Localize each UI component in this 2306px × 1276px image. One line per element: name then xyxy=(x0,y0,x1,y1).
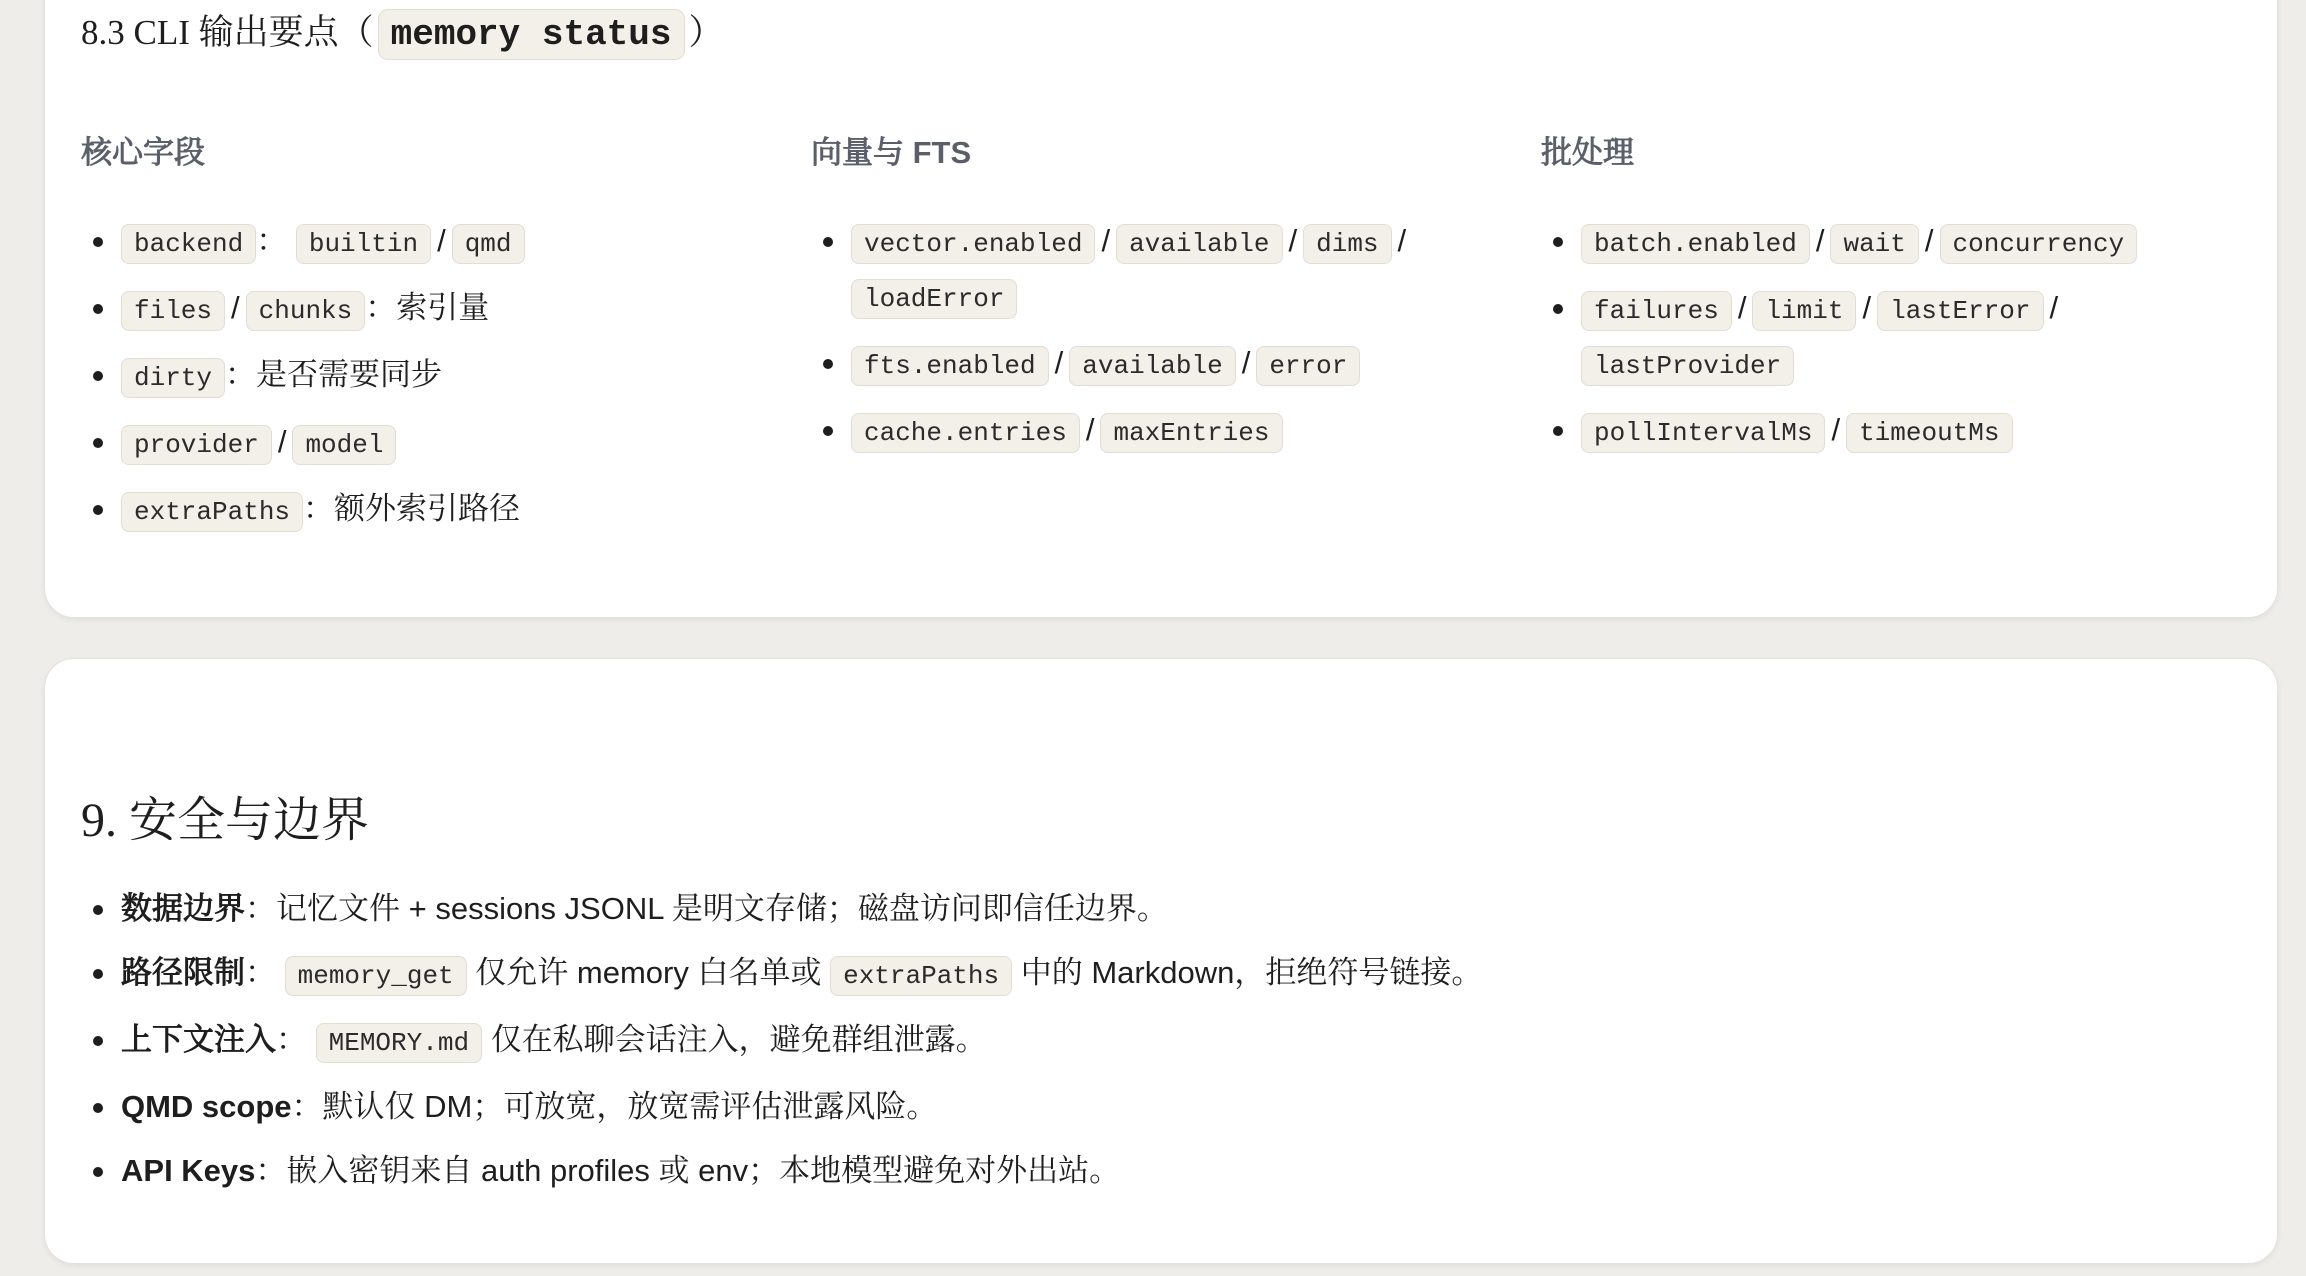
code-chip: dirty xyxy=(121,358,225,398)
code-chip: batch.enabled xyxy=(1581,224,1810,264)
slash: / xyxy=(437,223,446,258)
slash: / xyxy=(1862,290,1872,325)
slash: / xyxy=(1241,345,1251,380)
item-text: ：是否需要同步 xyxy=(225,357,443,392)
code-chip: extraPaths xyxy=(121,492,303,532)
list-item xyxy=(851,337,1491,392)
code-chip: builtin xyxy=(296,224,431,264)
code-chip: MEMORY.md xyxy=(316,1023,482,1063)
item-label: 上下文注入 xyxy=(121,1022,276,1057)
slash: / xyxy=(1924,223,1934,258)
slash: / xyxy=(1831,412,1841,447)
column-vector-fts xyxy=(811,121,1491,471)
item-label: 路径限制 xyxy=(121,955,245,990)
slash: / xyxy=(1288,223,1298,258)
item-text: 仅在私聊会话注入，避免群组泄露。 xyxy=(490,1022,987,1057)
column-title: 批处理 xyxy=(1541,135,1634,170)
column-title: 向量与 FTS xyxy=(811,135,972,170)
list-item xyxy=(121,1081,2221,1133)
code-chip: extraPaths xyxy=(830,956,1012,996)
code-chip: limit xyxy=(1752,291,1856,331)
code-chip: cache.entries xyxy=(851,413,1080,453)
code-chip: dims xyxy=(1303,224,1391,264)
list-item xyxy=(121,349,761,404)
code-chip: timeoutMs xyxy=(1846,413,2012,453)
slash: / xyxy=(231,290,240,325)
code-chip: concurrency xyxy=(1940,224,2138,264)
code-chip: failures xyxy=(1581,291,1732,331)
code-chip: pollIntervalMs xyxy=(1581,413,1825,453)
section-card-8-3 xyxy=(44,0,2278,618)
list-item xyxy=(1581,404,2221,459)
code-chip: error xyxy=(1256,346,1360,386)
code-chip: vector.enabled xyxy=(851,224,1095,264)
section-heading-8-3 xyxy=(81,0,724,75)
item-text: 仅允许 memory 白名单或 xyxy=(475,955,822,990)
code-chip: backend xyxy=(121,224,256,264)
code-chip: provider xyxy=(121,425,272,465)
item-label: API Keys xyxy=(121,1153,256,1188)
slash: / xyxy=(1101,223,1111,258)
item-label: 数据边界 xyxy=(121,891,245,926)
slash: / xyxy=(1054,345,1064,380)
list-item xyxy=(121,282,761,337)
column-title: 核心字段 xyxy=(81,135,205,170)
slash: / xyxy=(1085,412,1095,447)
code-chip: chunks xyxy=(246,291,366,331)
field-list xyxy=(811,215,1491,459)
list-item xyxy=(851,404,1491,459)
separator: ： xyxy=(276,1022,307,1057)
separator: ： xyxy=(256,223,288,258)
slash: / xyxy=(1397,223,1407,258)
list-item xyxy=(121,947,2221,1002)
list-item xyxy=(121,883,2221,935)
column-core-fields xyxy=(81,121,761,550)
column-batch xyxy=(1541,121,2221,471)
list-item xyxy=(121,1014,2221,1069)
list-item xyxy=(121,416,761,471)
code-chip: qmd xyxy=(452,224,525,264)
separator: ： xyxy=(245,891,276,926)
section-card-9 xyxy=(44,658,2278,1264)
section-heading-9: 9. 安全与边界 xyxy=(81,794,370,847)
heading-text-suffix: ） xyxy=(688,13,724,52)
field-list xyxy=(1541,215,2221,459)
code-chip: maxEntries xyxy=(1100,413,1282,453)
code-chip: available xyxy=(1069,346,1235,386)
code-chip: fts.enabled xyxy=(851,346,1049,386)
item-text: 嵌入密钥来自 auth profiles 或 env；本地模型避免对外出站。 xyxy=(286,1153,1121,1188)
slash: / xyxy=(2049,290,2059,325)
code-chip: model xyxy=(292,425,396,465)
code-chip: lastError xyxy=(1877,291,2043,331)
code-chip: memory_get xyxy=(285,956,467,996)
code-chip: lastProvider xyxy=(1581,346,1794,386)
slash: / xyxy=(1737,290,1747,325)
heading-code: memory status xyxy=(378,9,685,60)
item-text: ：索引量 xyxy=(365,290,490,325)
item-label: QMD scope xyxy=(121,1089,292,1124)
code-chip: loadError xyxy=(851,279,1017,319)
item-text: 中的 Markdown，拒绝符号链接。 xyxy=(1020,955,1483,990)
slash: / xyxy=(277,424,287,459)
list-item xyxy=(121,483,761,538)
security-list xyxy=(81,883,2221,1209)
list-item xyxy=(1581,282,2221,392)
heading-text: 8.3 CLI 输出要点（ xyxy=(81,13,374,52)
field-list xyxy=(81,215,761,538)
list-item xyxy=(121,215,761,270)
code-chip: wait xyxy=(1830,224,1918,264)
item-text: ：额外索引路径 xyxy=(303,491,521,526)
code-chip: available xyxy=(1116,224,1282,264)
separator: ： xyxy=(255,1153,287,1188)
separator: ： xyxy=(291,1089,323,1124)
list-item xyxy=(1581,215,2221,270)
code-chip: files xyxy=(121,291,225,331)
item-text: 记忆文件 + sessions JSONL 是明文存储；磁盘访问即信任边界。 xyxy=(276,891,1168,926)
list-item xyxy=(851,215,1491,325)
slash: / xyxy=(1815,223,1825,258)
separator: ： xyxy=(245,955,276,990)
list-item xyxy=(121,1145,2221,1197)
item-text: 默认仅 DM；可放宽，放宽需评估泄露风险。 xyxy=(322,1089,938,1124)
